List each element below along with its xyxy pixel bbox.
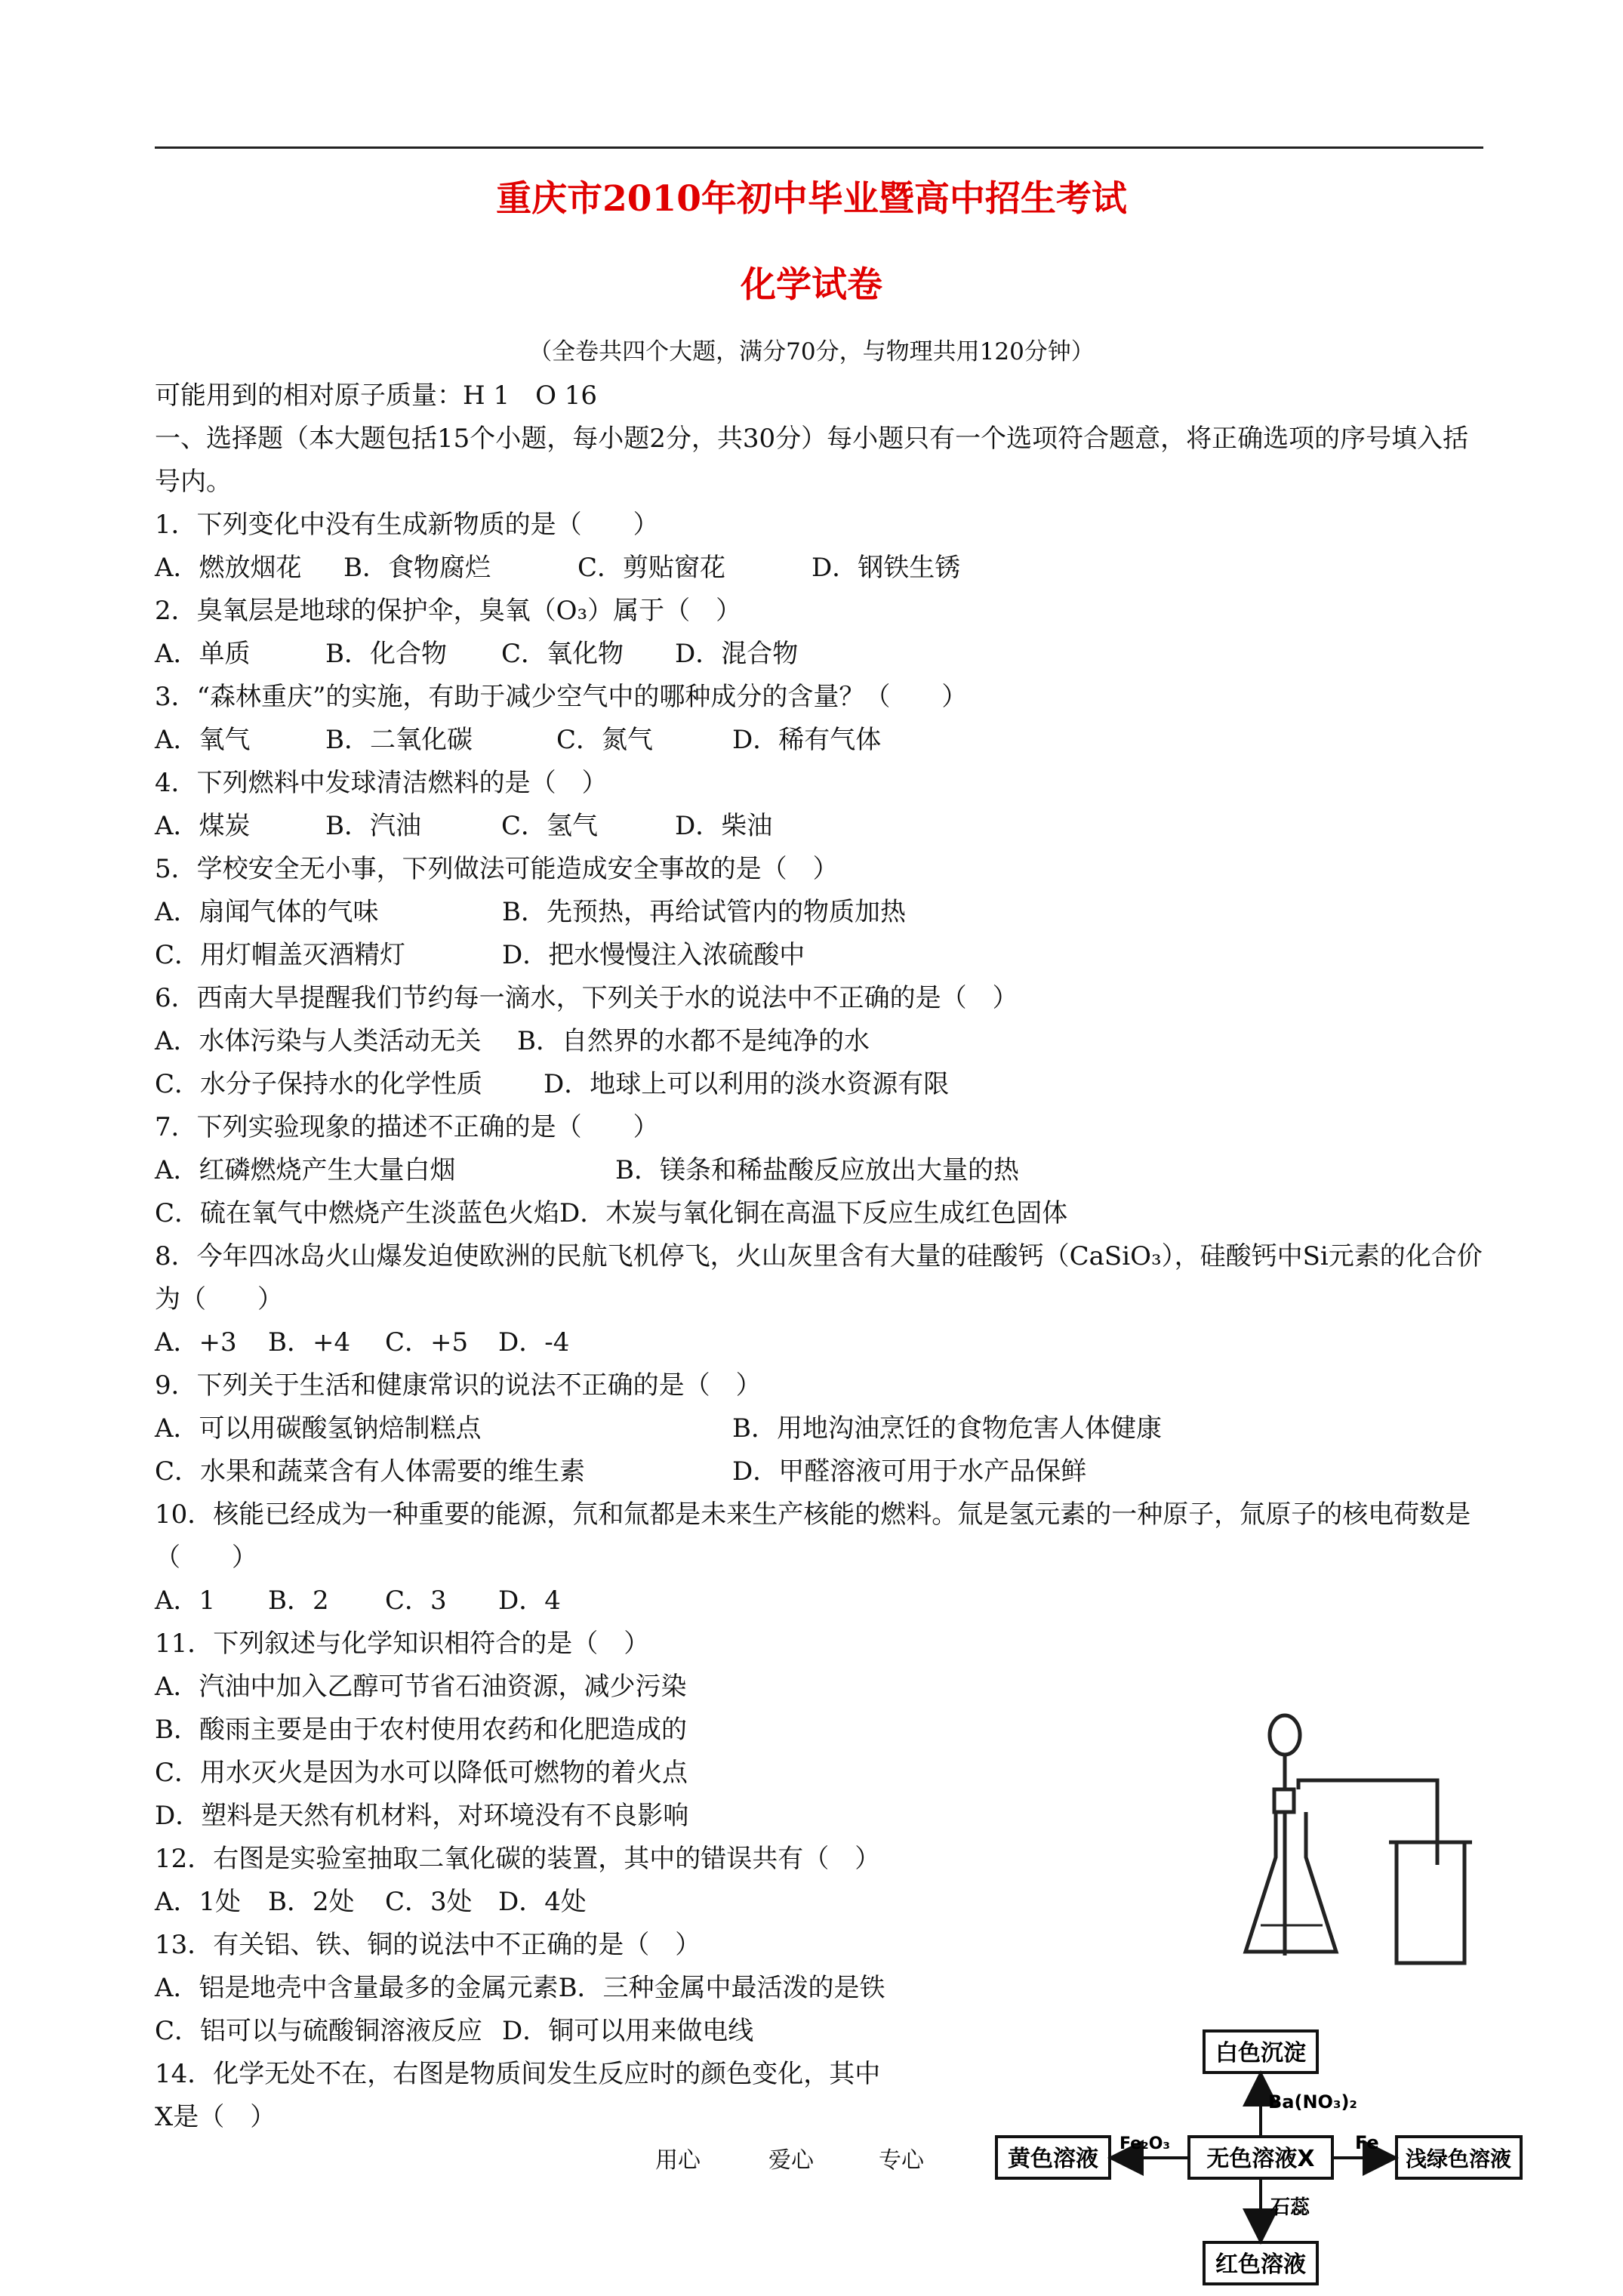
q12-option-a: A．1处	[155, 1887, 242, 1917]
q7-stem: 7．下列实验现象的描述不正确的是（ ）	[155, 1112, 659, 1142]
q5-option-b: B．先预热，再给试管内的物质加热	[502, 897, 906, 927]
q1-option-d: D．钢铁生锈	[812, 553, 961, 583]
q1-stem: 1．下列变化中没有生成新物质的是（ ）	[155, 510, 659, 540]
q3-option-a: A．氧气	[155, 725, 251, 755]
section1-instruction: 一、选择题（本大题包括15个小题，每小题2分，共30分）每小题只有一个选项符合题意，将正确选项的序号填入括号内。	[155, 424, 1469, 497]
colorless-solution-label: 无色溶液X	[1206, 2146, 1315, 2172]
delivery-tube	[1298, 1780, 1437, 1865]
q4-option-c: C．氢气	[501, 811, 599, 841]
q13-option-a: A．铝是地壳中含量最多的金属元素	[155, 1973, 559, 2003]
funnel-bulb	[1270, 1715, 1300, 1755]
q11-option-d: D．塑料是天然有机材料，对环境没有不良影响	[155, 1801, 689, 1831]
ba-nitrate-label: Ba(NO₃)₂	[1268, 2091, 1357, 2113]
q7-option-b: B．镁条和稀盐酸反应放出大量的热	[615, 1155, 1019, 1185]
q8-option-a: A．+3	[155, 1327, 237, 1358]
q1-option-c: C．剪贴窗花	[577, 553, 726, 583]
q9-options-ab	[155, 1407, 1491, 1450]
q4-option-a: A．煤炭	[155, 811, 251, 841]
q8-option-c: C．+5	[385, 1327, 469, 1358]
q9-option-b: B．用地沟油烹饪的食物危害人体健康	[732, 1413, 1162, 1444]
q11-option-c: C．用水灭火是因为水可以降低可燃物的着火点	[155, 1758, 688, 1788]
gas-bottle	[1397, 1842, 1464, 1963]
q5-options-ab	[155, 891, 1491, 934]
q6-option-b: B．自然界的水都不是纯净的水	[517, 1026, 870, 1056]
q4-option-b: B．汽油	[325, 811, 421, 841]
q1-option-a: A．燃放烟花	[155, 553, 302, 583]
header-rule	[155, 146, 1483, 149]
q9-stem: 9．下列关于生活和健康常识的说法不正确的是（ ）	[155, 1370, 762, 1401]
co2-apparatus-figure	[1238, 1706, 1472, 1971]
footer-word-3: 专心	[879, 2147, 924, 2174]
q1-options	[155, 547, 1491, 590]
q6-option-a: A．水体污染与人类活动无关	[155, 1026, 482, 1056]
q10-option-c: C．3	[385, 1586, 447, 1616]
pale-green-solution-label: 浅绿色溶液	[1405, 2147, 1512, 2171]
q8-option-d: D．-4	[498, 1327, 570, 1358]
q8-options	[155, 1321, 1491, 1364]
q4-stem: 4．下列燃料中发球清洁燃料的是（ ）	[155, 768, 608, 798]
q5-option-d: D．把水慢慢注入浓硫酸中	[502, 940, 805, 970]
q7-options-cd	[155, 1192, 1491, 1235]
q11-stem: 11．下列叙述与化学知识相符合的是（ ）	[155, 1629, 650, 1659]
q13-option-d: D．铜可以用来做电线	[502, 2016, 754, 2046]
q8-stem: 8．今年四冰岛火山爆发迫使欧洲的民航飞机停飞，火山灰里含有大量的硅酸钙（CaSiO₃），硅酸钙中Si元素的化合价为（ ）	[155, 1241, 1483, 1314]
q2-options	[155, 633, 1491, 676]
q7-option-a: A．红磷燃烧产生大量白烟	[155, 1155, 456, 1185]
q3-stem: 3．“森林重庆”的实施，有助于减少空气中的哪种成分的含量？（ ）	[155, 682, 968, 712]
conical-flask	[1246, 1812, 1336, 1952]
q13-option-b: B．三种金属中最活泼的是铁	[558, 1973, 885, 2003]
q9-option-d: D．甲醛溶液可用于水产品保鲜	[732, 1456, 1087, 1487]
q3-option-b: B．二氧化碳	[325, 725, 473, 755]
q7-option-c: C．硫在氧气中燃烧产生淡蓝色火焰	[155, 1198, 560, 1228]
q6-options-ab	[155, 1020, 1491, 1063]
q5-option-a: A．扇闻气体的气味	[155, 897, 379, 927]
q5-options-cd	[155, 934, 1491, 977]
atomic-masses: 可能用到的相对原子质量：H 1 O 16	[155, 381, 598, 411]
q8-option-b: B．+4	[268, 1327, 351, 1358]
q7-options-ab	[155, 1149, 1491, 1192]
q10-options	[155, 1579, 1491, 1623]
q3-options	[155, 719, 1491, 762]
q10-option-d: D．4	[498, 1586, 561, 1616]
q4-option-d: D．柴油	[675, 811, 773, 841]
q12-option-c: C．3处	[385, 1887, 473, 1917]
q4-options	[155, 805, 1491, 848]
q10-stem: 10．核能已经成为一种重要的能源，氘和氚都是未来生产核能的燃料。氚是氢元素的一种原子，氚原子的核电荷数是（ ）	[155, 1499, 1471, 1573]
q3-option-c: C．氮气	[556, 725, 654, 755]
fe2o3-label: Fe₂O₃	[1119, 2134, 1171, 2153]
footer-word-1: 用心	[655, 2147, 701, 2174]
q6-options-cd	[155, 1063, 1491, 1106]
q1-option-b: B．食物腐烂	[343, 553, 491, 583]
q9-options-cd	[155, 1450, 1491, 1493]
footer-word-2: 爱心	[768, 2147, 814, 2174]
q12-stem: 12．右图是实验室抽取二氧化碳的装置，其中的错误共有（ ）	[155, 1844, 881, 1874]
q13-stem: 13．有关铝、铁、铜的说法中不正确的是（ ）	[155, 1930, 701, 1960]
white-precipitate-label: 白色沉淀	[1215, 2040, 1306, 2066]
q2-option-b: B．化合物	[325, 639, 447, 669]
stopper	[1274, 1789, 1294, 1812]
q11-option-a: A．汽油中加入乙醇可节省石油资源，减少污染	[155, 1672, 687, 1702]
q6-option-d: D．地球上可以利用的淡水资源有限	[544, 1069, 950, 1099]
q6-stem: 6．西南大旱提醒我们节约每一滴水，下列关于水的说法中不正确的是（ ）	[155, 983, 1018, 1013]
q2-option-c: C．氧化物	[501, 639, 624, 669]
exam-title: 重庆市2010年初中毕业暨高中招生考试	[496, 178, 1127, 220]
q14-stem-line2: X是（ ）	[155, 2102, 276, 2132]
q14-stem-line1: 14．化学无处不在，右图是物质间发生反应时的颜色变化，其中	[155, 2059, 881, 2089]
q6-option-c: C．水分子保持水的化学性质	[155, 1069, 483, 1099]
exam-note: （全卷共四个大题，满分70分，与物理共用120分钟）	[528, 338, 1095, 365]
yellow-solution-label: 黄色溶液	[1008, 2146, 1098, 2172]
exam-subtitle: 化学试卷	[741, 264, 882, 306]
q2-stem: 2．臭氧层是地球的保护伞，臭氧（O₃）属于（ ）	[155, 596, 742, 626]
reaction-diagram	[985, 2023, 1529, 2291]
q9-option-a: A．可以用碳酸氢钠焙制糕点	[155, 1413, 482, 1444]
red-solution-label: 红色溶液	[1215, 2251, 1306, 2278]
q12-option-b: B．2处	[268, 1887, 355, 1917]
q3-option-d: D．稀有气体	[732, 725, 882, 755]
q7-option-d: D．木炭与氧化铜在高温下反应生成红色固体	[559, 1198, 1068, 1228]
litmus-label: 石蕊	[1270, 2196, 1310, 2219]
q2-option-d: D．混合物	[675, 639, 799, 669]
q9-option-c: C．水果和蔬菜含有人体需要的维生素	[155, 1456, 586, 1487]
q10-option-b: B．2	[268, 1586, 329, 1616]
q11-option-b: B．酸雨主要是由于农村使用农药和化肥造成的	[155, 1715, 687, 1745]
q2-option-a: A．单质	[155, 639, 251, 669]
q13-options-ab	[155, 1967, 1491, 2010]
fe-label: Fe	[1355, 2132, 1379, 2153]
q5-stem: 5．学校安全无小事，下列做法可能造成安全事故的是（ ）	[155, 854, 839, 884]
q12-option-d: D．4处	[498, 1887, 587, 1917]
q10-option-a: A．1	[155, 1586, 216, 1616]
q13-option-c: C．铝可以与硫酸铜溶液反应	[155, 2016, 483, 2046]
q5-option-c: C．用灯帽盖灭酒精灯	[155, 940, 406, 970]
